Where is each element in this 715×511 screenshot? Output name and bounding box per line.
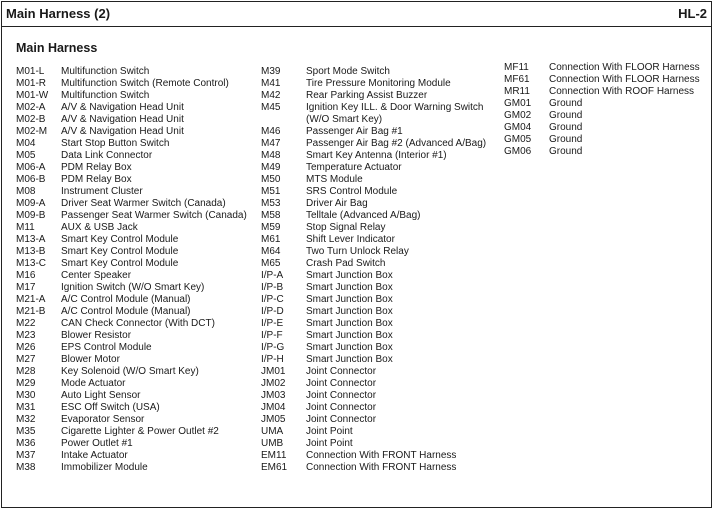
connector-description: Smart Key Control Module	[61, 234, 179, 245]
connector-row	[261, 186, 486, 198]
connector-code: M53	[261, 198, 281, 209]
connector-description: Cigarette Lighter & Power Outlet #2	[61, 426, 219, 437]
connector-row	[261, 282, 486, 294]
connector-description: Rear Parking Assist Buzzer	[306, 90, 428, 101]
connector-code: M06-B	[16, 174, 46, 185]
connector-description: Passenger Seat Warmer Switch (Canada)	[61, 210, 247, 221]
connector-code: MF61	[504, 74, 530, 85]
connector-description: Smart Junction Box	[306, 342, 393, 353]
connector-description: Ignition Switch (W/O Smart Key)	[61, 282, 205, 293]
connector-description: Ground	[549, 122, 583, 133]
connector-code: M39	[261, 66, 281, 77]
connector-description: Tire Pressure Monitoring Module	[306, 78, 451, 89]
connector-row	[261, 366, 486, 378]
connector-description: Joint Connector	[306, 390, 377, 401]
connector-row	[261, 330, 486, 342]
connector-code: M64	[261, 246, 281, 257]
connector-description: Blower Resistor	[61, 330, 132, 341]
connector-row	[16, 258, 247, 270]
connector-description: A/V & Navigation Head Unit	[61, 102, 184, 113]
connector-column-3	[504, 62, 700, 158]
connector-code	[261, 114, 306, 126]
connector-description: Smart Junction Box	[306, 306, 393, 317]
connector-row	[504, 98, 700, 110]
connector-description: Smart Key Control Module	[61, 258, 179, 269]
connector-description: Stop Signal Relay	[306, 222, 386, 233]
connector-description: Power Outlet #1	[61, 438, 133, 449]
connector-row	[261, 318, 486, 330]
connector-row	[261, 162, 486, 174]
connector-code: M38	[16, 462, 36, 473]
connector-row	[261, 390, 486, 402]
page-header	[2, 2, 711, 27]
connector-description: A/C Control Module (Manual)	[61, 294, 191, 305]
connector-row	[261, 294, 486, 306]
connector-code: I/P-G	[261, 342, 285, 353]
connector-code: JM05	[261, 414, 286, 425]
connector-row	[261, 198, 486, 210]
connector-description: Smart Junction Box	[306, 282, 393, 293]
connector-description: Data Link Connector	[61, 150, 153, 161]
connector-code: I/P-D	[261, 306, 284, 317]
connector-description: Smart Key Antenna (Interior #1)	[306, 150, 447, 161]
connector-code: M13-B	[16, 246, 46, 257]
connector-description: Ground	[549, 146, 583, 157]
connector-code: M21-B	[16, 306, 46, 317]
connector-code: M05	[16, 150, 36, 161]
connector-code: GM05	[504, 134, 532, 145]
connector-row	[16, 402, 247, 414]
connector-row	[16, 78, 247, 90]
connector-description: Temperature Actuator	[306, 162, 402, 173]
connector-description: Immobilizer Module	[61, 462, 148, 473]
connector-row	[16, 66, 247, 78]
connector-row	[261, 270, 486, 282]
connector-row	[16, 186, 247, 198]
connector-description: Telltale (Advanced A/Bag)	[306, 210, 421, 221]
connector-description: MTS Module	[306, 174, 363, 185]
connector-code: M30	[16, 390, 36, 401]
connector-code: M04	[16, 138, 36, 149]
connector-code: I/P-B	[261, 282, 284, 293]
connector-code: M13-A	[16, 234, 46, 245]
connector-description: Driver Seat Warmer Switch (Canada)	[61, 198, 226, 209]
connector-row	[261, 462, 486, 474]
connector-code: M28	[16, 366, 36, 377]
connector-row	[504, 74, 700, 86]
connector-code: M16	[16, 270, 36, 281]
connector-description: Multifunction Switch (Remote Control)	[61, 78, 229, 89]
connector-row	[261, 354, 486, 366]
connector-code: M41	[261, 78, 281, 89]
connector-code: M42	[261, 90, 281, 101]
connector-row	[261, 114, 486, 126]
connector-row	[16, 138, 247, 150]
connector-description: Multifunction Switch	[61, 66, 150, 77]
connector-code: M02-B	[16, 114, 46, 125]
connector-row	[261, 222, 486, 234]
connector-code: M61	[261, 234, 281, 245]
connector-description: A/V & Navigation Head Unit	[61, 126, 184, 137]
connector-row	[16, 174, 247, 186]
connector-code: M32	[16, 414, 36, 425]
connector-description: Ground	[549, 98, 583, 109]
connector-description: Joint Point	[306, 438, 353, 449]
connector-row	[16, 318, 247, 330]
connector-description: Smart Junction Box	[306, 354, 393, 365]
connector-row	[16, 126, 247, 138]
connector-description: Smart Junction Box	[306, 270, 393, 281]
connector-description: PDM Relay Box	[61, 174, 132, 185]
connector-description: Center Speaker	[61, 270, 132, 281]
connector-code: M01-L	[16, 66, 45, 77]
connector-row	[261, 258, 486, 270]
connector-row	[16, 306, 247, 318]
connector-row	[261, 414, 486, 426]
connector-row	[261, 126, 486, 138]
connector-code: JM02	[261, 378, 286, 389]
connector-row	[16, 102, 247, 114]
connector-description: AUX & USB Jack	[61, 222, 138, 233]
connector-code: M50	[261, 174, 281, 185]
connector-description: Joint Connector	[306, 414, 377, 425]
connector-description: Connection With FRONT Harness	[306, 462, 457, 473]
connector-row	[261, 210, 486, 222]
connector-code: M06-A	[16, 162, 46, 173]
connector-description: Evaporator Sensor	[61, 414, 145, 425]
connector-description: Smart Junction Box	[306, 318, 393, 329]
connector-code: UMA	[261, 426, 284, 437]
connector-code: M11	[16, 222, 35, 233]
connector-description: PDM Relay Box	[61, 162, 132, 173]
connector-description: Smart Key Control Module	[61, 246, 179, 257]
connector-row	[504, 86, 700, 98]
connector-description: Driver Air Bag	[306, 198, 368, 209]
connector-code: M59	[261, 222, 281, 233]
connector-code: M65	[261, 258, 281, 269]
connector-description: Smart Junction Box	[306, 294, 393, 305]
connector-row	[504, 110, 700, 122]
page-title: Main Harness (2)	[6, 6, 111, 21]
connector-row	[261, 426, 486, 438]
connector-row	[16, 366, 247, 378]
connector-row	[261, 90, 486, 102]
connector-row	[504, 62, 700, 74]
connector-row	[16, 414, 247, 426]
connector-code: M08	[16, 186, 36, 197]
connector-code: M35	[16, 426, 36, 437]
connector-code: JM03	[261, 390, 286, 401]
connector-description: Passenger Air Bag #1	[306, 126, 403, 137]
connector-code: M22	[16, 318, 36, 329]
connector-row	[16, 450, 247, 462]
connector-description: Connection With FLOOR Harness	[549, 62, 700, 73]
connector-row	[16, 354, 247, 366]
connector-description: CAN Check Connector (With DCT)	[61, 318, 215, 329]
connector-code: M36	[16, 438, 36, 449]
connector-code: M49	[261, 162, 281, 173]
connector-code: M31	[16, 402, 36, 413]
connector-description: EPS Control Module	[61, 342, 152, 353]
connector-code: MF11	[504, 62, 529, 73]
connector-row	[16, 342, 247, 354]
connector-row	[16, 378, 247, 390]
connector-code: M02-M	[16, 126, 48, 137]
connector-code: M48	[261, 150, 281, 161]
connector-description: Mode Actuator	[61, 378, 126, 389]
connector-description: Ground	[549, 110, 583, 121]
connector-row	[16, 246, 247, 258]
connector-row	[16, 462, 247, 474]
connector-row	[504, 134, 700, 146]
connector-description: Smart Junction Box	[306, 330, 393, 341]
connector-code: EM61	[261, 462, 288, 473]
connector-row	[261, 78, 486, 90]
connector-description: Ignition Key ILL. & Door Warning Switch	[306, 102, 484, 113]
connector-code: EM11	[261, 450, 287, 461]
connector-description: Key Solenoid (W/O Smart Key)	[61, 366, 199, 377]
connector-row	[261, 438, 486, 450]
connector-code: M09-A	[16, 198, 46, 209]
connector-row	[16, 438, 247, 450]
connector-code: M09-B	[16, 210, 46, 221]
connector-code: I/P-H	[261, 354, 284, 365]
connector-row	[261, 174, 486, 186]
section-title: Main Harness	[16, 41, 98, 55]
connector-code: M21-A	[16, 294, 46, 305]
connector-description: Passenger Air Bag #2 (Advanced A/Bag)	[306, 138, 487, 149]
connector-description: Joint Point	[306, 426, 353, 437]
connector-code: GM01	[504, 98, 532, 109]
connector-description: A/V & Navigation Head Unit	[61, 114, 184, 125]
connector-code: UMB	[261, 438, 284, 449]
connector-row	[16, 234, 247, 246]
connector-description: Instrument Cluster	[61, 186, 143, 197]
connector-row	[16, 162, 247, 174]
connector-description: Start Stop Button Switch	[61, 138, 170, 149]
connector-description: Ground	[549, 134, 583, 145]
connector-row	[16, 90, 247, 102]
connector-code: M13-C	[16, 258, 47, 269]
connector-description: ESC Off Switch (USA)	[61, 402, 160, 413]
connector-description: Joint Connector	[306, 366, 377, 377]
connector-row	[504, 122, 700, 134]
connector-description: Joint Connector	[306, 402, 377, 413]
connector-row	[16, 210, 247, 222]
connector-code: MR11	[504, 86, 530, 97]
connector-code: GM06	[504, 146, 532, 157]
page-code: HL-2	[678, 6, 707, 21]
connector-column-2	[261, 66, 486, 474]
connector-description: SRS Control Module	[306, 186, 398, 197]
connector-row	[261, 342, 486, 354]
connector-description: Connection With FRONT Harness	[306, 450, 457, 461]
connector-description: Multifunction Switch	[61, 90, 150, 101]
connector-description: Two Turn Unlock Relay	[306, 246, 409, 257]
connector-code: GM04	[504, 122, 532, 133]
connector-code: JM01	[261, 366, 286, 377]
connector-description: Sport Mode Switch	[306, 66, 390, 77]
connector-code: GM02	[504, 110, 532, 121]
connector-code: M51	[261, 186, 281, 197]
connector-row	[261, 150, 486, 162]
connector-row	[261, 402, 486, 414]
connector-description: Shift Lever Indicator	[306, 234, 395, 245]
connector-row	[261, 306, 486, 318]
connector-row	[261, 450, 486, 462]
connector-row	[261, 378, 486, 390]
connector-row	[16, 222, 247, 234]
connector-row	[16, 426, 247, 438]
connector-code: I/P-C	[261, 294, 284, 305]
connector-code: M45	[261, 102, 281, 113]
connector-code: M17	[16, 282, 36, 293]
connector-description: Crash Pad Switch	[306, 258, 386, 269]
connector-description: Joint Connector	[306, 378, 377, 389]
connector-code: JM04	[261, 402, 286, 413]
connector-code: M02-A	[16, 102, 46, 113]
connector-row	[16, 282, 247, 294]
connector-row	[16, 198, 247, 210]
connector-code: M58	[261, 210, 281, 221]
connector-code: I/P-A	[261, 270, 284, 281]
connector-row	[261, 66, 486, 78]
connector-row	[16, 390, 247, 402]
connector-description: Blower Motor	[61, 354, 120, 365]
connector-row	[261, 246, 486, 258]
connector-row	[261, 138, 486, 150]
connector-description: Connection With FLOOR Harness	[549, 74, 700, 85]
connector-row	[16, 294, 247, 306]
connector-row	[16, 270, 247, 282]
connector-code: M46	[261, 126, 281, 137]
connector-description: Auto Light Sensor	[61, 390, 141, 401]
connector-code: M01-W	[16, 90, 49, 101]
connector-code: M01-R	[16, 78, 47, 89]
connector-code: I/P-F	[261, 330, 283, 341]
connector-row	[16, 330, 247, 342]
connector-description: A/C Control Module (Manual)	[61, 306, 191, 317]
connector-code: M37	[16, 450, 36, 461]
connector-code: M27	[16, 354, 36, 365]
connector-description: Connection With ROOF Harness	[549, 86, 695, 97]
connector-code: M26	[16, 342, 36, 353]
connector-row	[16, 150, 247, 162]
connector-row	[16, 114, 247, 126]
connector-description: (W/O Smart Key)	[306, 114, 383, 125]
connector-code: M29	[16, 378, 36, 389]
connector-row	[261, 102, 486, 114]
connector-row	[504, 146, 700, 158]
connector-code: M47	[261, 138, 281, 149]
connector-description: Intake Actuator	[61, 450, 128, 461]
connector-code: I/P-E	[261, 318, 284, 329]
connector-row	[261, 234, 486, 246]
connector-code: M23	[16, 330, 36, 341]
connector-column-1	[16, 66, 247, 474]
